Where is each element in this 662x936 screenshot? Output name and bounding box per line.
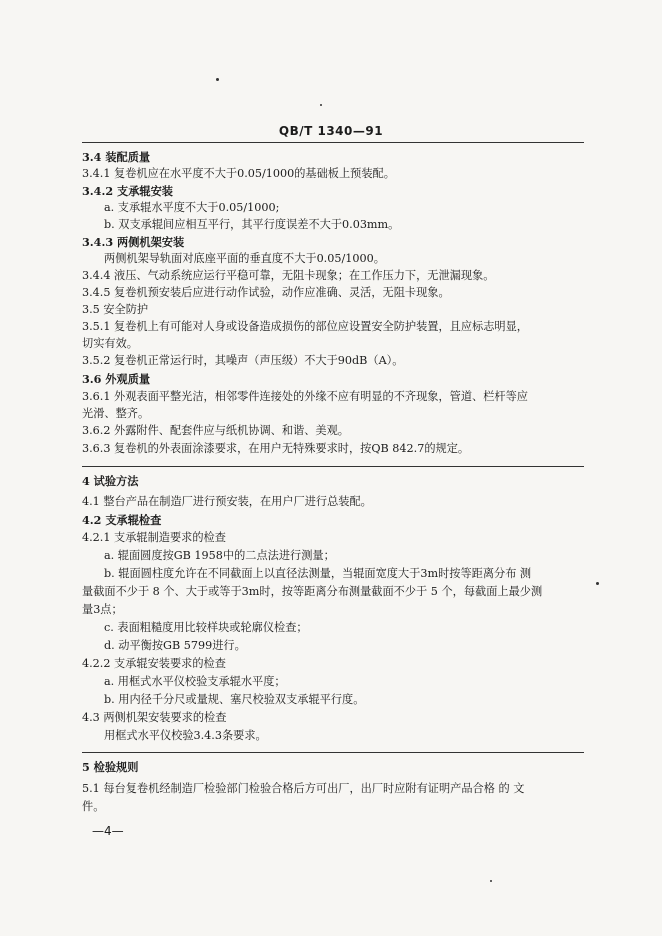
scan-speck — [216, 78, 219, 81]
item-4-2-2-b: b. 用内径千分尺或量规、塞尺校验双支承辊平行度。 — [104, 693, 365, 706]
page-header: QB/T 1340—91 — [278, 124, 384, 138]
heading-4-2-2: 4.2.2 支承辊安装要求的检查 — [82, 657, 226, 670]
item-4-2-1-a: a. 辊面圆度按GB 1958中的二点法进行测量； — [104, 549, 335, 562]
page-number: —4— — [92, 824, 124, 838]
clause-3-6-1-cont: 光滑、整齐。 — [82, 407, 150, 420]
clause-5-1: 5.1 每台复卷机经制造厂检验部门检验合格后方可出厂，出厂时应附有证明产品合格 的 文 — [82, 782, 525, 795]
heading-3-4: 3.4 装配质量 — [82, 150, 151, 164]
header-rule — [82, 142, 584, 143]
clause-3-5-1-cont: 切实有效。 — [82, 337, 138, 350]
scan-speck — [596, 582, 599, 585]
item-4-2-1-b-cont2: 量3点； — [82, 603, 123, 616]
item-4-2-2-a: a. 用框式水平仪校验支承辊水平度； — [104, 675, 286, 688]
clause-3-6-1: 3.6.1 外观表面平整光洁，相邻零件连接处的外缘不应有明显的不齐现象，管道、栏杆等应 — [82, 390, 528, 403]
clause-4-1: 4.1 整台产品在制造厂进行预安装，在用户厂进行总装配。 — [82, 495, 372, 508]
item-4-2-1-b: b. 辊面圆柱度允许在不同截面上以直径法测量，当辊面宽度大于3m时按等距离分布 测 — [104, 567, 532, 580]
clause-3-6-3: 3.6.3 复卷机的外表面涂漆要求，在用户无特殊要求时，按QB 842.7的规定。 — [82, 442, 470, 455]
item-4-2-1-c: c. 表面粗糙度用比较样块或轮廓仪检查； — [104, 621, 308, 634]
heading-5: 5 检验规则 — [82, 760, 139, 774]
scan-speck — [490, 880, 492, 882]
heading-3-4-3: 3.4.3 两侧机架安装 — [82, 235, 185, 249]
section-rule-5 — [82, 752, 584, 753]
clause-4-3-text: 用框式水平仪校验3.4.3条要求。 — [104, 729, 267, 742]
section-rule-4 — [82, 466, 584, 467]
heading-4: 4 试验方法 — [82, 474, 139, 488]
item-4-2-1-b-cont: 量截面不少于 8 个、大于或等于3m时，按等距离分布测量截面不少于 5 个，每截面上最少测 — [82, 585, 543, 598]
item-4-2-1-d: d. 动平衡按GB 5799进行。 — [104, 639, 246, 652]
clause-3-5-2: 3.5.2 复卷机正常运行时，其噪声（声压级）不大于90dB（A）。 — [82, 354, 404, 367]
clause-3-6-2: 3.6.2 外露附件、配套件应与纸机协调、和谐、美观。 — [82, 424, 349, 437]
item-3-4-2-a: a. 支承辊水平度不大于0.05/1000; — [104, 201, 280, 214]
scan-speck — [320, 104, 322, 106]
clause-5-1-cont: 件。 — [82, 800, 105, 813]
heading-4-2: 4.2 支承辊检查 — [82, 513, 162, 527]
heading-3-6: 3.6 外观质量 — [82, 372, 151, 386]
clause-3-4-1: 3.4.1 复卷机应在水平度不大于0.05/1000的基础板上预装配。 — [82, 167, 395, 180]
heading-3-4-2: 3.4.2 支承辊安装 — [82, 184, 173, 198]
clause-3-4-3-text: 两侧机架导轨面对底座平面的垂直度不大于0.05/1000。 — [104, 252, 385, 265]
item-3-4-2-b: b. 双支承辊间应相互平行，其平行度误差不大于0.03mm。 — [104, 218, 400, 231]
heading-3-5: 3.5 安全防护 — [82, 303, 149, 316]
heading-4-2-1: 4.2.1 支承辊制造要求的检查 — [82, 531, 226, 544]
heading-4-3: 4.3 两侧机架安装要求的检查 — [82, 711, 227, 724]
clause-3-4-4: 3.4.4 液压、气动系统应运行平稳可靠，无阻卡现象；在工作压力下，无泄漏现象。 — [82, 269, 495, 282]
clause-3-5-1: 3.5.1 复卷机上有可能对人身或设备造成损伤的部位应设置安全防护装置，且应标志明显， — [82, 320, 528, 333]
clause-3-4-5: 3.4.5 复卷机预安装后应进行动作试验，动作应准确、灵活，无阻卡现象。 — [82, 286, 450, 299]
